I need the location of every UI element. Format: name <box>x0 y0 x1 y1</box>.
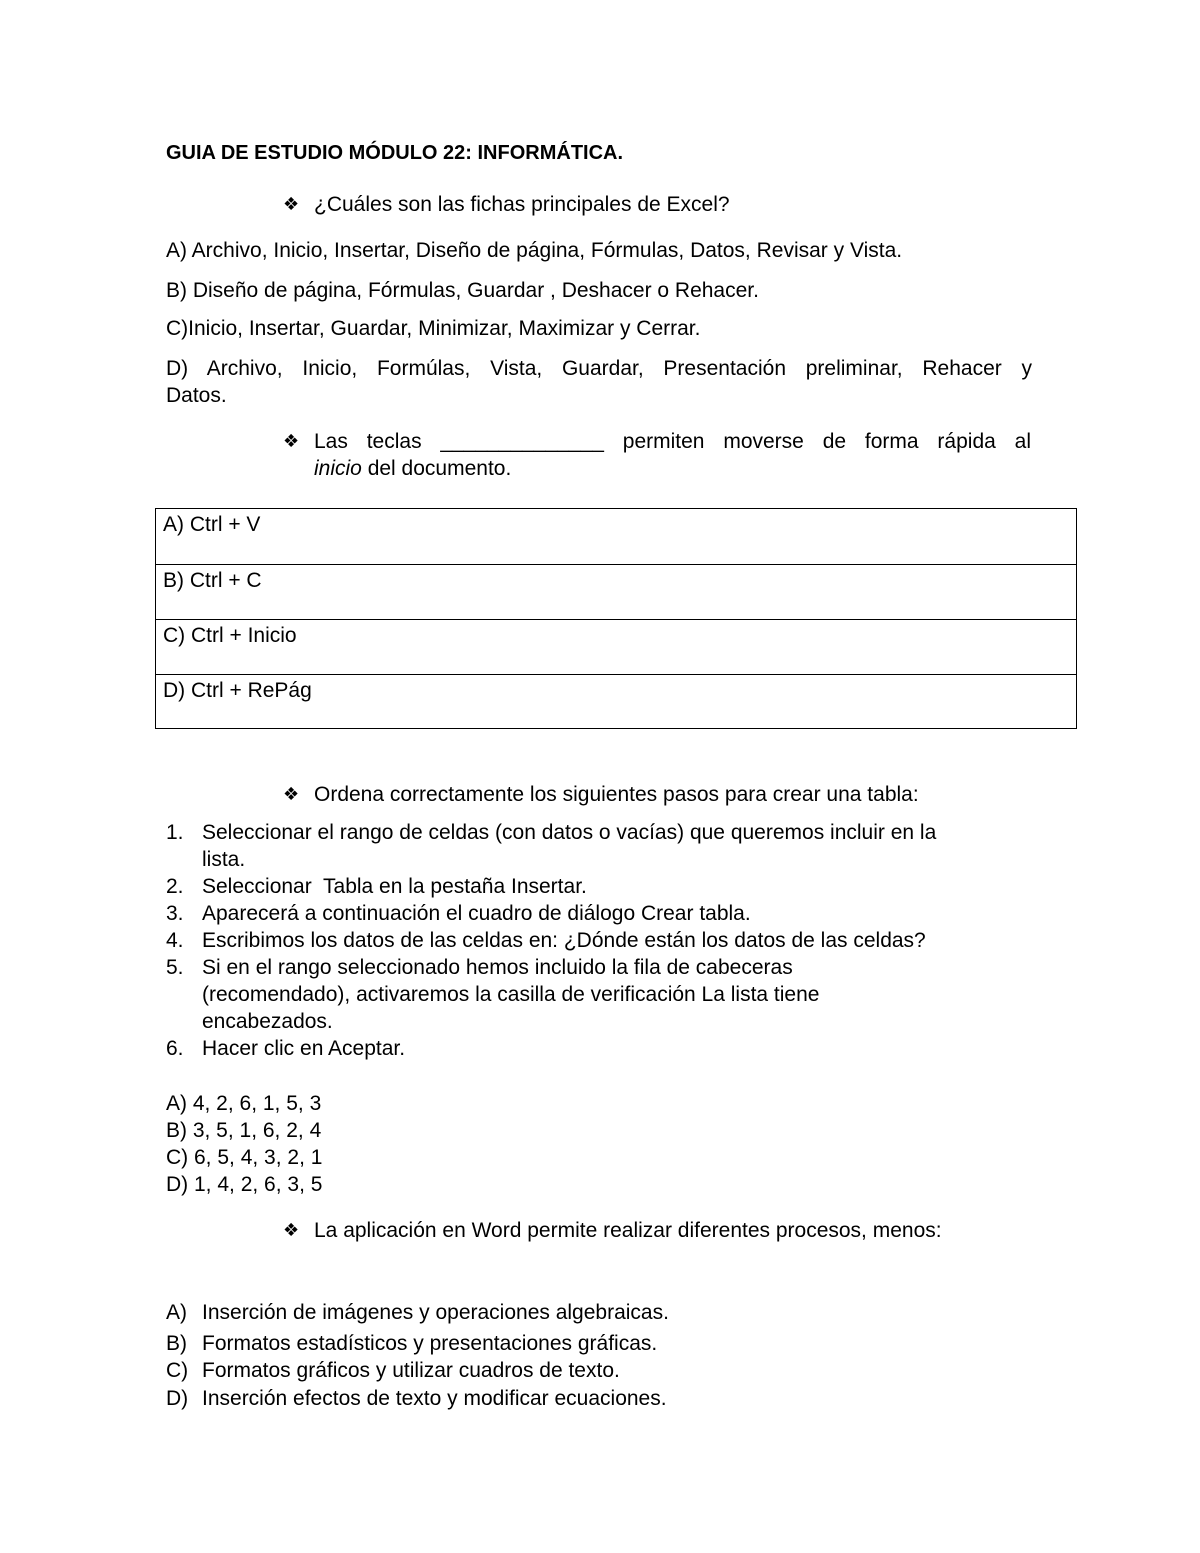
q3-option-c: C) 6, 5, 4, 3, 2, 1 <box>166 1146 323 1169</box>
q3-option-b: B) 3, 5, 1, 6, 2, 4 <box>166 1119 322 1142</box>
q4-option-c-letter: C) <box>166 1359 189 1382</box>
q4-option-a-letter: A) <box>166 1301 187 1324</box>
step-number: 3. <box>166 902 184 925</box>
question-2-line-2 <box>314 455 511 482</box>
step-number: 5. <box>166 956 184 979</box>
q1-option-c: C)Inicio, Insertar, Guardar, Minimizar, Maximizar y Cerrar. <box>166 317 701 340</box>
question-1: ¿Cuáles son las fichas principales de Excel? <box>314 193 730 216</box>
question-2-line-2-rest: del documento. <box>361 457 512 480</box>
step-4-line-1: Escribimos los datos de las celdas en: ¿Dónde están los datos de las celdas? <box>202 929 926 952</box>
table-row-option-c: C) Ctrl + Inicio <box>156 619 1076 674</box>
step-1-line-1: Seleccionar el rango de celdas (con datos o vacías) que queremos incluir en la <box>202 821 937 844</box>
table-row-option-a: A) Ctrl + V <box>163 513 261 536</box>
question-3: Ordena correctamente los siguientes pasos para crear una tabla: <box>314 783 919 806</box>
page-title: GUIA DE ESTUDIO MÓDULO 22: INFORMÁTICA. <box>166 142 624 164</box>
question-2-italic-word: inicio <box>314 457 362 480</box>
q1-option-d: D) Archivo, Inicio, Formúlas, Vista, Guardar, Presentación preliminar, Rehacer y <box>166 357 1032 380</box>
step-6-line-1: Hacer clic en Aceptar. <box>202 1037 406 1060</box>
q4-option-b-text: Formatos estadísticos y presentaciones gráficas. <box>202 1332 658 1355</box>
q4-option-d-text: Inserción efectos de texto y modificar ecuaciones. <box>202 1387 667 1410</box>
step-2-line-1: Seleccionar Tabla en la pestaña Insertar. <box>202 875 587 898</box>
q1-option-b: B) Diseño de página, Fórmulas, Guardar , Deshacer o Rehacer. <box>166 279 759 302</box>
options-table <box>155 508 1077 729</box>
step-number: 1. <box>166 821 184 844</box>
step-5-line-1: Si en el rango seleccionado hemos incluido la fila de cabeceras <box>202 956 793 979</box>
q4-option-b-letter: B) <box>166 1332 187 1355</box>
table-row-option-d: D) Ctrl + RePág <box>156 674 1076 729</box>
diamond-bullet-icon: ❖ <box>283 784 300 804</box>
step-5-line-2: (recomendado), activaremos la casilla de verificación La lista tiene <box>202 983 820 1006</box>
step-number: 6. <box>166 1037 184 1060</box>
q1-option-d-continued: Datos. <box>166 384 227 407</box>
q4-option-c-text: Formatos gráficos y utilizar cuadros de texto. <box>202 1359 620 1382</box>
step-5-line-3: encabezados. <box>202 1010 333 1033</box>
diamond-bullet-icon: ❖ <box>283 194 300 214</box>
diamond-bullet-icon: ❖ <box>283 1220 300 1240</box>
table-row-option-b: B) Ctrl + C <box>156 564 1076 619</box>
diamond-bullet-icon: ❖ <box>283 431 300 451</box>
q4-option-d-letter: D) <box>166 1387 189 1410</box>
q1-option-a: A) Archivo, Inicio, Insertar, Diseño de página, Fórmulas, Datos, Revisar y Vista. <box>166 239 903 262</box>
step-1-line-2: lista. <box>202 848 246 871</box>
step-3-line-1: Aparecerá a continuación el cuadro de diálogo Crear tabla. <box>202 902 751 925</box>
step-number: 4. <box>166 929 184 952</box>
step-number: 2. <box>166 875 184 898</box>
q3-option-d: D) 1, 4, 2, 6, 3, 5 <box>166 1173 323 1196</box>
q4-option-a-text: Inserción de imágenes y operaciones algebraicas. <box>202 1301 669 1324</box>
question-4: La aplicación en Word permite realizar diferentes procesos, menos: <box>314 1219 942 1242</box>
q3-option-a: A) 4, 2, 6, 1, 5, 3 <box>166 1092 322 1115</box>
question-2-line-1: Las teclas ______________ permiten moverse de forma rápida al <box>314 430 1031 453</box>
